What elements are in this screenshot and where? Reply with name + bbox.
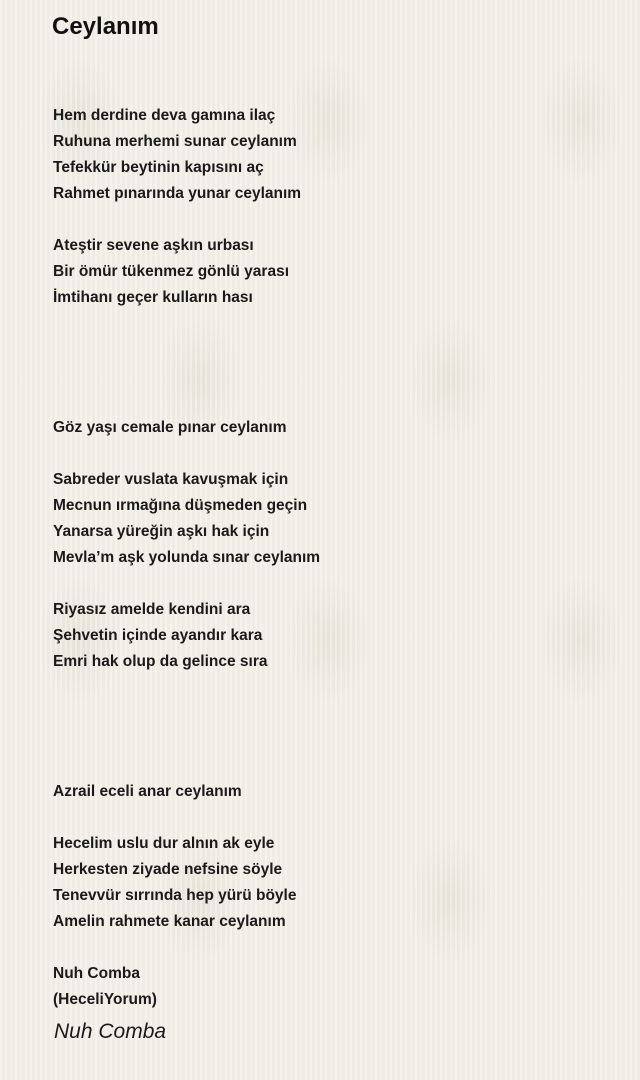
poem-blank-line [53,805,613,831]
poem-blank-line [53,311,613,337]
poem-blank-line [53,571,613,597]
poem-line: Mecnun ırmağına düşmeden geçin [53,497,308,514]
poem-note-line: (HeceliYorum) [53,991,157,1008]
poem-line: Mevla’m aşk yolunda sınar ceylanım [53,549,321,566]
poem-body [53,103,613,1013]
poem-line: Yanarsa yüreğin aşkı hak için [53,523,270,540]
poem-line: Riyasız amelde kendini ara [53,601,251,618]
poem-blank-line [53,207,613,233]
poem-line: Sabreder vuslata kavuşmak için [53,471,289,488]
poem-blank-line [53,389,613,415]
poem-line: Bir ömür tükenmez gönlü yarası [53,263,289,280]
poem-line: Emri hak olup da gelince sıra [53,653,268,670]
poem-line: İmtihanı geçer kulların hası [53,289,253,306]
poem-blank-line [53,675,613,701]
poem-blank-line [53,337,613,363]
poem-author-line: Nuh Comba [53,965,140,982]
poem-line: Azrail eceli anar ceylanım [53,783,242,800]
poem-line: Hecelim uslu dur alnın ak eyle [53,835,275,852]
poem-line: Şehvetin içinde ayandır kara [53,627,263,644]
poem-line: Ruhuna merhemi sunar ceylanım [53,133,297,150]
poem-line: Rahmet pınarında yunar ceylanım [53,185,302,202]
poem-blank-line [53,935,613,961]
poem-title: Ceylanım [52,13,159,40]
poem-line: Hem derdine deva gamına ilaç [53,107,276,124]
poem-line: Ateştir sevene aşkın urbası [53,237,254,254]
poem-blank-line [53,727,613,753]
author-signature: Nuh Comba [54,1020,167,1043]
poem-line: Tefekkür beytinin kapısını aç [53,159,264,176]
poem-blank-line [53,363,613,389]
poem-line: Herkesten ziyade nefsine söyle [53,861,283,878]
poem-line: Tenevvür sırrında hep yürü böyle [53,887,297,904]
poem-line: Göz yaşı cemale pınar ceylanım [53,419,287,436]
poem-blank-line [53,441,613,467]
poem-blank-line [53,701,613,727]
poem-line: Amelin rahmete kanar ceylanım [53,913,286,930]
poem-blank-line [53,753,613,779]
